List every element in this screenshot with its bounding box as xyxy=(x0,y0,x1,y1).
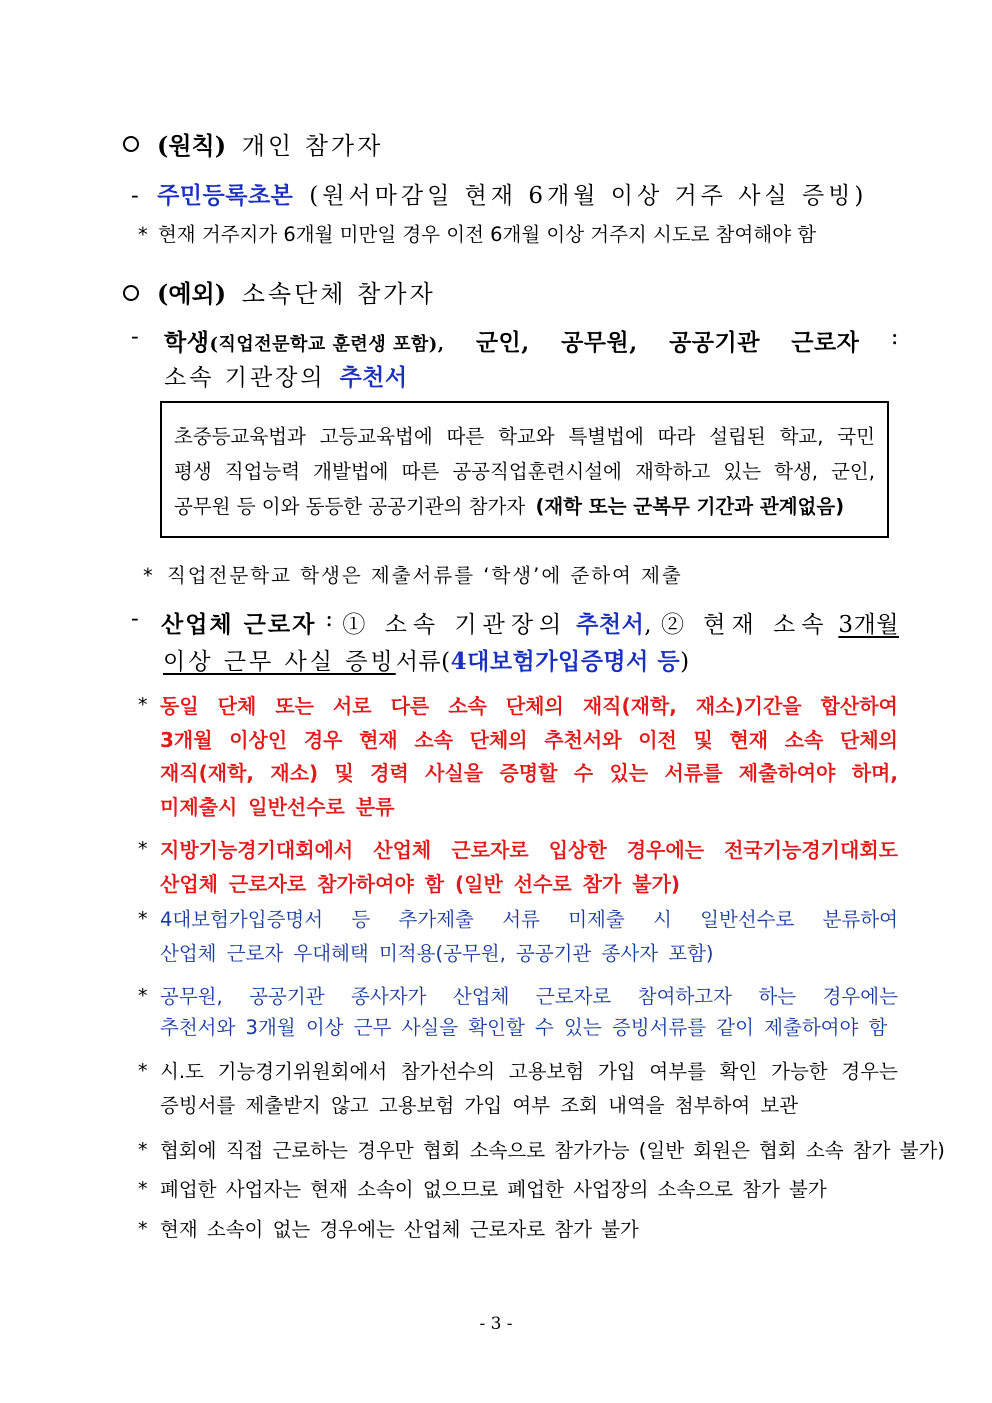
worker-item2-underlined: 3개월 xyxy=(838,612,899,638)
word-public-agency: 공공기관 xyxy=(669,329,760,356)
note-word: 등 xyxy=(351,908,371,931)
principle-note-text: 현재 거주지가 6개월 미만일 경우 이전 6개월 이상 거주지 시도로 참여해야 함 xyxy=(157,223,817,246)
principle-heading xyxy=(157,126,383,161)
worker-line2-underlined: 이상 근무 사실 증빙 xyxy=(163,649,396,675)
worker-colon: : xyxy=(325,606,334,632)
note-word: 제출하여야 xyxy=(738,761,836,785)
box-word: 국민 xyxy=(837,425,875,448)
box-word: 평생 xyxy=(174,460,212,483)
note-word: 지방기능경기대회에서 xyxy=(160,838,354,862)
dash: - xyxy=(131,324,140,350)
worker-line2-close: ) xyxy=(680,649,690,675)
worker-line2-doc: 4대보험가입증명서 등 xyxy=(450,648,681,675)
note-marker: * xyxy=(138,838,148,860)
worker-item1-comma: , xyxy=(644,612,653,638)
principle-doc-desc: (원서마감일 현재 6개월 이상 거주 사실 증빙) xyxy=(309,183,868,209)
note-word: 참여하고자 xyxy=(637,985,732,1008)
note-word: 서류를 xyxy=(664,761,723,785)
principle-marker: (원칙) xyxy=(157,131,227,160)
note-word: 하며, xyxy=(851,761,898,785)
box-word: 개발법에 xyxy=(313,460,389,483)
note-word: 참가선수의 xyxy=(400,1060,496,1083)
note-word: 가입 xyxy=(597,1060,636,1083)
note-word: 있는 xyxy=(609,761,649,785)
note-2-line-1 xyxy=(160,834,898,863)
note-word: 가능한 xyxy=(771,1060,828,1083)
principle-doc-label: 주민등록초본 xyxy=(157,182,294,209)
word-official: 공무원, xyxy=(561,329,638,356)
worker-item2-prefix: ② 현재 소속 xyxy=(660,612,830,638)
note-word: 근로자로 xyxy=(535,985,612,1008)
note-1-line-4: 미제출시 일반선수로 분류 xyxy=(160,794,395,819)
note-word: 재소)기간을 xyxy=(695,694,802,718)
word-student-note: (직업전문학교 훈련생 포함), xyxy=(209,334,445,355)
note-word: 일반선수로 xyxy=(700,908,795,931)
note-word: 확인 xyxy=(719,1060,758,1083)
note-word: 경우는 xyxy=(841,1060,898,1083)
bullet-circle-icon xyxy=(123,285,139,301)
note-word: 경력 xyxy=(370,761,409,785)
box-line-1 xyxy=(174,421,875,449)
word-student: 학생 xyxy=(164,329,210,356)
note-1-line-3 xyxy=(160,757,898,786)
vocational-note-text: 직업전문학교 학생은 제출서류를 ‘학생’에 준하여 제출 xyxy=(166,564,683,587)
note-marker: * xyxy=(138,694,148,716)
note-word: 현재 xyxy=(359,727,398,752)
principle-doc-line xyxy=(131,177,899,210)
eligibility-box xyxy=(160,401,889,538)
note-word: 재소) xyxy=(270,761,319,785)
note-word: 소속 xyxy=(448,694,487,718)
note-marker: * xyxy=(138,985,148,1007)
note-word: 전국기능경기대회도 xyxy=(724,838,898,862)
note-word: 추천서와 xyxy=(544,727,622,752)
note-marker: * xyxy=(138,1218,148,1240)
box-word: 학교와 xyxy=(498,425,555,448)
note-4-line-1 xyxy=(160,981,898,1009)
vocational-note xyxy=(143,560,683,588)
note-word: 다른 xyxy=(390,694,430,718)
note-1-line-2 xyxy=(160,724,898,753)
note-word: 사실을 xyxy=(425,761,484,785)
box-line3-bold: (재학 또는 군복무 기간과 관계없음) xyxy=(535,495,845,518)
note-marker: * xyxy=(138,1139,148,1161)
note-marker: * xyxy=(138,223,148,246)
note-3-line-2: 산업체 근로자 우대혜택 미적용(공무원, 공공기관 종사자 포함) xyxy=(160,942,714,965)
principle-title: 개인 참가자 xyxy=(241,132,384,160)
note-marker: * xyxy=(138,1060,148,1082)
note-marker: * xyxy=(143,564,153,587)
note-word: 단체 xyxy=(217,694,257,718)
note-3-line-1 xyxy=(160,904,898,932)
note-word: 시 xyxy=(653,908,672,931)
note-word: 미제출 xyxy=(568,908,625,931)
note-word: 분류하여 xyxy=(822,908,898,931)
note-2-line-2: 산업체 근로자로 참가하여야 함 (일반 선수로 참가 불가) xyxy=(160,872,681,896)
note-word: 경우에는 xyxy=(626,838,705,862)
dash: - xyxy=(131,606,140,632)
note-word: 소속 xyxy=(414,727,454,752)
worker-line2-plain: 서류( xyxy=(395,649,451,675)
note-word: 산업체 xyxy=(373,838,432,862)
group1-recommendation-doc: 추천서 xyxy=(339,364,408,391)
note-word: 재직(재학, xyxy=(160,761,255,785)
box-line3-text: 공무원 등 이와 동등한 공공기관의 참가자 xyxy=(174,495,526,518)
note-word: 현재 xyxy=(729,727,769,752)
group1-line2-prefix: 소속 기관장의 xyxy=(164,365,326,391)
box-word: 공공직업훈련시설에 xyxy=(452,460,622,483)
note-word: 이상인 xyxy=(229,727,288,752)
worker-line2 xyxy=(163,643,690,676)
note-word: 소속 xyxy=(784,727,824,752)
word-worker: 근로자 xyxy=(791,329,860,356)
note-word: 서류 xyxy=(502,908,540,931)
note-word: 동일 xyxy=(160,694,199,718)
dash: - xyxy=(131,183,140,209)
box-word: 있는 xyxy=(723,460,762,483)
note-marker: * xyxy=(138,908,148,930)
note-word: 시.도 xyxy=(160,1060,204,1083)
note-marker: * xyxy=(138,1178,148,1200)
note-word: 서로 xyxy=(332,694,372,718)
box-word: 특별법에 xyxy=(568,425,644,448)
box-line-2 xyxy=(174,456,875,484)
note-word: 단체의 xyxy=(505,694,564,718)
worker-item1-doc: 추천서 xyxy=(576,611,645,638)
box-word: 따른 xyxy=(446,425,485,448)
note-8-line-1: 현재 소속이 없는 경우에는 산업체 근로자로 참가 불가 xyxy=(160,1218,639,1241)
box-word: 설립된 xyxy=(709,425,766,448)
word-soldier: 군인, xyxy=(475,329,530,356)
note-word: 수 xyxy=(573,761,594,785)
note-7-line-1: 폐업한 사업자는 현재 소속이 없으므로 폐업한 사업장의 소속으로 참가 불가 xyxy=(160,1178,827,1201)
note-word: 3개월 xyxy=(160,727,213,752)
note-word: 고용보험 xyxy=(508,1060,585,1083)
box-word: 고등교육법에 xyxy=(319,425,433,448)
note-word: 하는 xyxy=(758,985,797,1008)
note-4-line-2: 추천서와 3개월 이상 근무 사실을 확인할 수 있는 증빙서류를 같이 제출하여야 함 xyxy=(160,1016,888,1039)
exception-title: 소속단체 참가자 xyxy=(241,280,436,308)
note-word: 여부를 xyxy=(649,1060,706,1083)
note-word: 합산하여 xyxy=(820,694,898,718)
box-word: 직업능력 xyxy=(224,460,301,483)
note-5-line-1 xyxy=(160,1056,898,1084)
note-word: 단체의 xyxy=(840,727,898,752)
worker-label: 산업체 근로자 xyxy=(161,611,317,638)
principle-note xyxy=(138,219,816,247)
note-word: 종사자가 xyxy=(351,985,427,1008)
page-number: - 3 - xyxy=(479,1314,513,1334)
note-word: 기능경기위원회에서 xyxy=(217,1060,388,1083)
exception-marker: (예외) xyxy=(157,279,227,308)
worker-item1-prefix: ① 소속 기관장의 xyxy=(342,612,568,638)
word-colon: : xyxy=(890,324,899,350)
note-word: 및 xyxy=(693,727,713,752)
note-6-line-1: 협회에 직접 근로하는 경우만 협회 소속으로 참가가능 (일반 회원은 협회 소속 참가 불가) xyxy=(160,1139,945,1162)
note-word: 4대보험가입증명서 xyxy=(160,908,324,931)
box-word: 학교, xyxy=(779,425,824,448)
note-word: 근로자로 xyxy=(451,838,529,862)
note-word: 추가제출 xyxy=(398,908,474,931)
note-word: 또는 xyxy=(275,694,314,718)
worker-line1-words xyxy=(161,606,899,639)
note-word: 경우 xyxy=(303,727,343,752)
exception-group1-words xyxy=(164,324,899,357)
note-word: 공무원, xyxy=(160,985,223,1008)
note-1-line-1 xyxy=(160,690,898,719)
exception-group1-line2 xyxy=(164,359,408,392)
note-word: 단체의 xyxy=(469,727,528,752)
note-word: 이전 xyxy=(638,727,677,752)
note-5-line-2: 증빙서를 제출받지 않고 고용보험 가입 여부 조회 내역을 첨부하여 보관 xyxy=(160,1094,799,1117)
box-word: 따라 xyxy=(657,425,696,448)
box-word: 학생, xyxy=(774,460,818,483)
note-word: 산업체 xyxy=(452,985,510,1008)
box-word: 재학하고 xyxy=(634,460,711,483)
note-word: 및 xyxy=(334,761,354,785)
box-word: 군인, xyxy=(831,460,875,483)
note-word: 입상한 xyxy=(548,838,607,862)
note-word: 공공기관 xyxy=(249,985,325,1008)
note-word: 경우에는 xyxy=(822,985,898,1008)
box-line-3 xyxy=(174,491,875,519)
bullet-circle-icon xyxy=(123,136,139,152)
box-word: 초중등교육법과 xyxy=(174,425,306,448)
note-word: 재직(재학, xyxy=(582,694,677,718)
exception-heading xyxy=(157,274,436,309)
box-word: 따른 xyxy=(401,460,440,483)
note-word: 증명할 xyxy=(499,761,558,785)
